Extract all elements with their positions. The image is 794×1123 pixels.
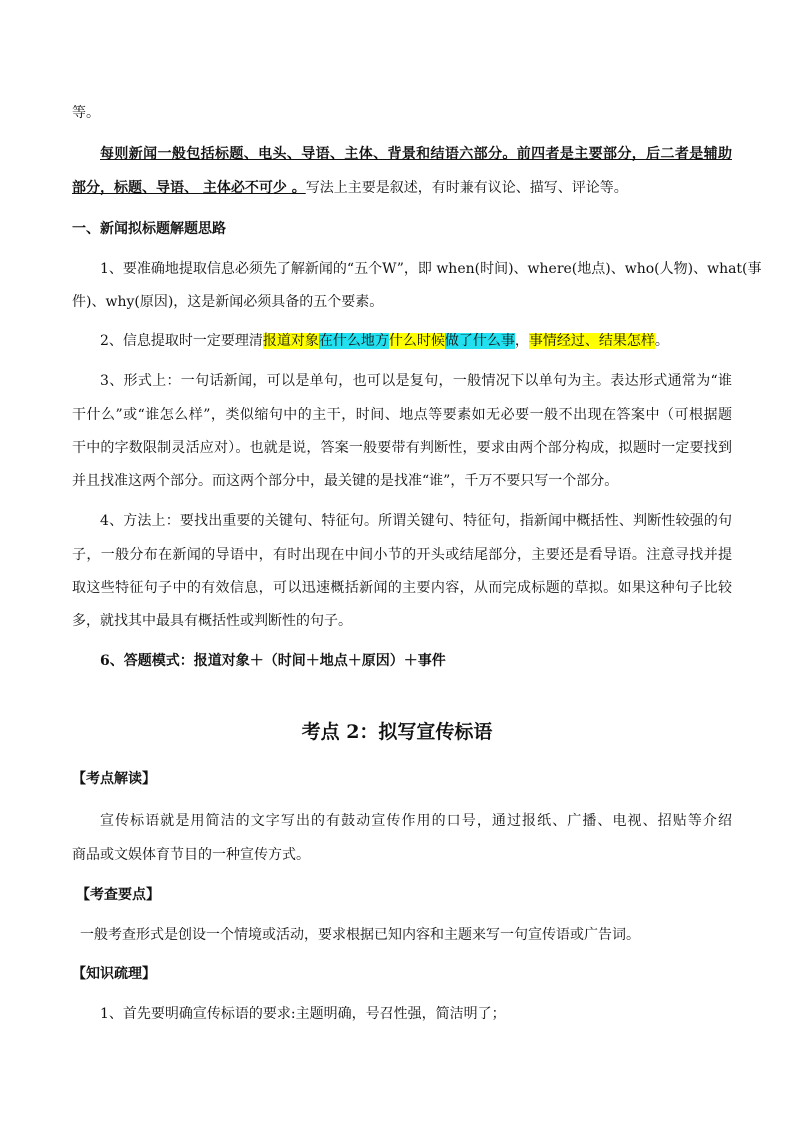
- section-heading: 一、新闻拟标题解题思路: [72, 221, 226, 237]
- key-points-heading: 【考查要点】: [76, 887, 160, 903]
- point-3-line-1: 3、形式上：一句话新闻，可以是单句，也可以是复句，一般情况下以单句为主。表达形式通常为“谁: [100, 373, 732, 389]
- highlight-yellow: 事情经过、结果怎样: [528, 333, 655, 349]
- point-4-line-3: 取这些特征句子中的有效信息，可以迅速概括新闻的主要内容，从而完成标题的草拟。如果这种句子比较: [72, 580, 732, 596]
- point-2-line: 2、信息提取时一定要理清报道对象在什么地方什么时候做了什么事，事情经过、结果怎样。: [100, 333, 669, 349]
- text-line: 等。: [72, 105, 100, 121]
- exam-point-paragraph-line-1: 宣传标语就是用简洁的文字写出的有鼓动宣传作用的口号，通过报纸、广播、电视、招贴等介绍: [100, 813, 732, 829]
- point-4-line-4: 多，就找其中最具有概括性或判断性的句子。: [72, 613, 352, 629]
- exam-point-heading: 【考点解读】: [72, 771, 156, 787]
- underlined-text: 部分，标题、导语、 主体必不可少 。: [72, 180, 306, 196]
- point-4-line-2: 子，一般分布在新闻的导语中，有时出现在中间小节的开头或结尾部分，主要还是看导语。注意寻找并提: [72, 547, 732, 563]
- highlight-cyan: 做了什么事: [444, 333, 515, 349]
- point-4-line-1: 4、方法上：要找出重要的关键句、特征句。所谓关键句、特征句，指新闻中概括性、判断性较强的句: [100, 513, 732, 529]
- answer-pattern: 6、答题模式：报道对象＋（时间＋地点＋原因）＋事件: [100, 653, 446, 669]
- highlight-yellow: 什么时候: [388, 333, 445, 349]
- paragraph-continuation: [72, 103, 732, 123]
- exam-point-paragraph-line-2: 商品或文娱体育节目的一种宣传方式。: [72, 847, 310, 863]
- underlined-text: 每则新闻一般包括标题、电头、导语、主体、背景和结语六部分。前四者是主要部分，后二者是辅助: [100, 146, 732, 162]
- highlight-cyan: 在什么地方: [318, 333, 389, 349]
- point-1-line-1: 1、要准确地提取信息必须先了解新闻的“五个W”，即 when(时间)、where(地点)、who(人物)、what(事: [100, 261, 762, 277]
- point-3-line-2: 干什么”或“谁怎么样”，类似缩句中的主干，时间、地点等要素如无必要一般不出现在答案中（可根据题: [72, 407, 732, 423]
- point-3-line-3: 干中的字数限制灵活应对）。也就是说，答案一般要带有判断性，要求由两个部分构成，拟题时一定要找到: [72, 440, 732, 456]
- news-structure-paragraph-line-1: [100, 144, 732, 164]
- point-3-line-4: 并且找准这两个部分。而这两个部分中，最关键的是找准“谁”，千万不要只写一个部分。: [72, 473, 619, 489]
- point-1-line-2: 件)、why(原因)，这是新闻必须具备的五个要素。: [72, 294, 384, 310]
- news-structure-paragraph-line-2: [72, 178, 732, 198]
- knowledge-paragraph: 1、首先要明确宣传标语的要求:主题明确，号召性强，简洁明了；: [100, 1006, 506, 1022]
- section-title: 考点 2：拟写宣传标语: [301, 721, 493, 743]
- key-points-paragraph: 一般考查形式是创设一个情境或活动，要求根据已知内容和主题来写一句宣传语或广告词。: [80, 927, 640, 943]
- text-line: 写法上主要是叙述，有时兼有议论、描写、评论等。: [305, 180, 628, 196]
- highlight-yellow: 报道对象: [262, 333, 319, 349]
- knowledge-heading: 【知识疏理】: [72, 966, 156, 982]
